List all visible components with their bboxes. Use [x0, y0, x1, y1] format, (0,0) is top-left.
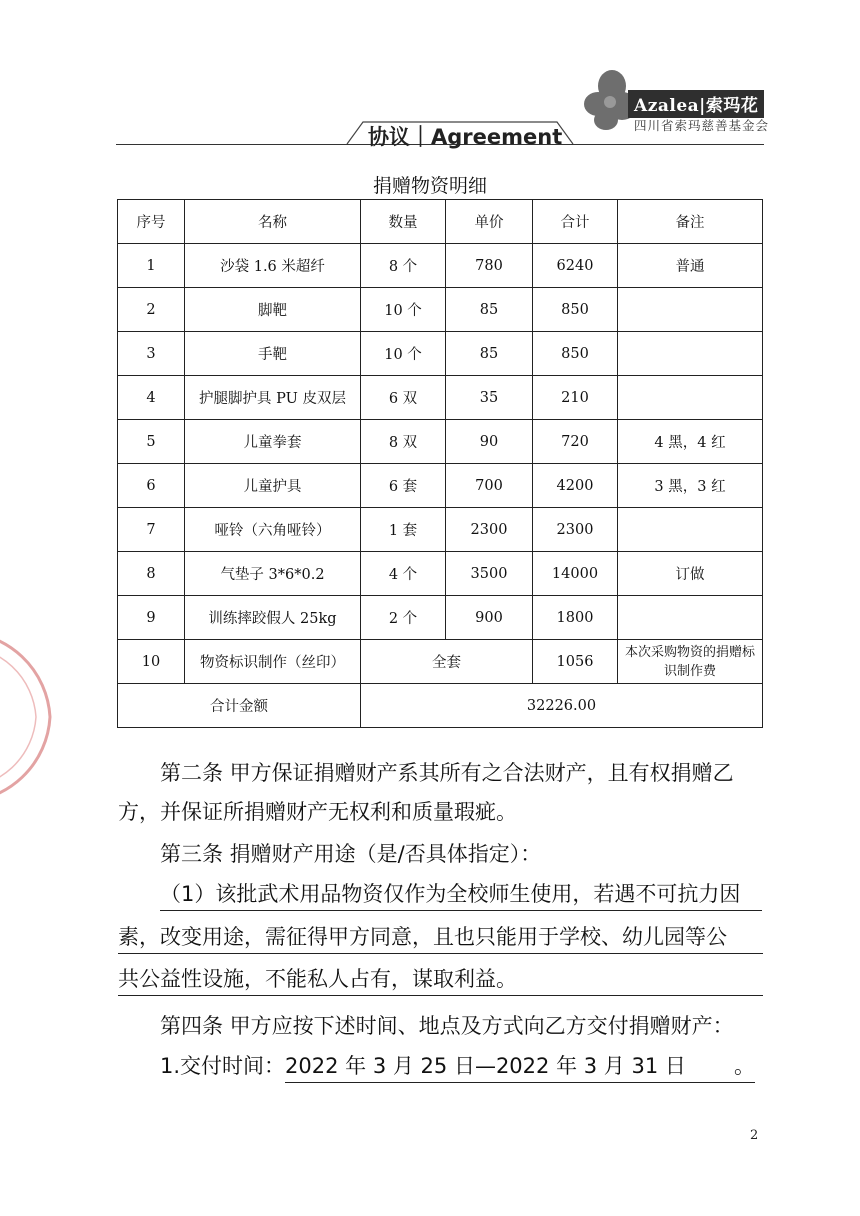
cell-name: 训练摔跤假人 25kg	[185, 596, 361, 640]
table-row	[118, 596, 763, 640]
column-header: 名称	[185, 200, 361, 244]
cell-price: 780	[446, 244, 533, 288]
cell-price: 700	[446, 464, 533, 508]
cell-name: 气垫子 3*6*0.2	[185, 552, 361, 596]
cell-name: 儿童拳套	[185, 420, 361, 464]
cell-total: 6240	[533, 244, 618, 288]
cell-qty: 6 双	[361, 376, 446, 420]
article-2-line-1: 第二条 甲方保证捐赠财产系其所有之合法财产，且有权捐赠乙	[160, 761, 734, 785]
cell-note: 4 黑，4 红	[618, 420, 763, 464]
cell-total: 1056	[533, 640, 618, 684]
cell-name: 护腿脚护具 PU 皮双层	[185, 376, 361, 420]
column-header: 合计	[533, 200, 618, 244]
article-3-line-4-text: 共公益性设施，不能私人占有，谋取利益。	[118, 963, 763, 996]
cell-name: 哑铃（六角哑铃）	[185, 508, 361, 552]
cell-name: 物资标识制作（丝印）	[185, 640, 361, 684]
table-row	[118, 288, 763, 332]
article-2-line-2: 方，并保证所捐赠财产无权利和质量瑕疵。	[118, 800, 517, 824]
cell-total: 720	[533, 420, 618, 464]
table-row	[118, 464, 763, 508]
cell-name: 沙袋 1.6 米超纤	[185, 244, 361, 288]
cell-no: 5	[118, 420, 185, 464]
cell-note	[618, 640, 763, 684]
cell-name: 儿童护具	[185, 464, 361, 508]
cell-note	[618, 596, 763, 640]
cell-qty: 8 双	[361, 420, 446, 464]
cell-no: 4	[118, 376, 185, 420]
table-row	[118, 376, 763, 420]
cell-no: 7	[118, 508, 185, 552]
cell-price: 3500	[446, 552, 533, 596]
cell-qty: 2 个	[361, 596, 446, 640]
cell-name: 手靶	[185, 332, 361, 376]
table-row	[118, 640, 763, 684]
cell-no: 3	[118, 332, 185, 376]
cell-qty: 6 套	[361, 464, 446, 508]
table-title: 捐赠物资明细	[372, 175, 487, 197]
column-header: 备注	[618, 200, 763, 244]
cell-qty: 10 个	[361, 332, 446, 376]
delivery-time-value	[285, 1050, 755, 1083]
cell-note: 3 黑，3 红	[618, 464, 763, 508]
cell-note	[618, 508, 763, 552]
logo-brand-text: Azalea|索玛花	[628, 90, 764, 118]
table-row	[118, 244, 763, 288]
cell-no: 8	[118, 552, 185, 596]
cell-no: 9	[118, 596, 185, 640]
article-3-line-3-text: 素，改变用途，需征得甲方同意，且也只能用于学校、幼儿园等公	[118, 921, 763, 954]
donation-items-table	[117, 199, 763, 728]
cell-note	[618, 332, 763, 376]
table-row	[118, 332, 763, 376]
cell-qty-price: 全套	[361, 640, 533, 684]
official-seal-fragment	[0, 622, 60, 812]
cell-price: 35	[446, 376, 533, 420]
cell-total: 2300	[533, 508, 618, 552]
table-sum-row	[118, 684, 763, 728]
cell-qty: 8 个	[361, 244, 446, 288]
cell-price: 2300	[446, 508, 533, 552]
column-header: 序号	[118, 200, 185, 244]
cell-price: 85	[446, 288, 533, 332]
cell-note: 普通	[618, 244, 763, 288]
table-row	[118, 552, 763, 596]
cell-qty: 10 个	[361, 288, 446, 332]
article-3-line-4	[118, 963, 763, 996]
cell-no: 2	[118, 288, 185, 332]
cell-note-text: 本次采购物资的捐赠标识制作费	[624, 644, 755, 679]
article-4-item-1	[160, 1050, 810, 1083]
column-header: 数量	[361, 200, 446, 244]
cell-note: 订做	[618, 552, 763, 596]
foundation-logo	[582, 66, 772, 136]
cell-total: 4200	[533, 464, 618, 508]
sum-label: 合计金额	[118, 684, 361, 728]
cell-name: 脚靶	[185, 288, 361, 332]
article-3-line-2-text: （1）该批武术用品物资仅作为全校师生使用，若遇不可抗力因	[160, 878, 762, 911]
cell-note	[618, 288, 763, 332]
cell-total: 210	[533, 376, 618, 420]
cell-no: 10	[118, 640, 185, 684]
column-header: 单价	[446, 200, 533, 244]
cell-total: 1800	[533, 596, 618, 640]
delivery-time-label: 1.交付时间：	[160, 1054, 286, 1078]
cell-total: 850	[533, 288, 618, 332]
article-3-line-3	[118, 921, 763, 954]
cell-price: 85	[446, 332, 533, 376]
table-row	[118, 508, 763, 552]
cell-price: 90	[446, 420, 533, 464]
cell-no: 1	[118, 244, 185, 288]
cell-price: 900	[446, 596, 533, 640]
page-header-title: 协议｜Agreement	[368, 125, 563, 149]
delivery-time-text: 2022 年 3 月 25 日—2022 年 3 月 31 日	[285, 1054, 686, 1078]
cell-qty: 1 套	[361, 508, 446, 552]
logo-org-name: 四川省索玛慈善基金会	[634, 118, 770, 133]
table-row	[118, 420, 763, 464]
cell-no: 6	[118, 464, 185, 508]
sum-value: 32226.00	[361, 684, 763, 728]
article-3-line-2	[160, 878, 762, 911]
cell-note	[618, 376, 763, 420]
article-3-line-1: 第三条 捐赠财产用途（是/否具体指定）：	[160, 842, 542, 866]
cell-qty: 4 个	[361, 552, 446, 596]
delivery-time-end: 。	[734, 1054, 756, 1078]
cell-total: 14000	[533, 552, 618, 596]
article-4-line-1: 第四条 甲方应按下述时间、地点及方式向乙方交付捐赠财产：	[160, 1014, 734, 1038]
page-number: 2	[750, 1128, 759, 1143]
cell-total: 850	[533, 332, 618, 376]
table-header-row	[118, 200, 763, 244]
